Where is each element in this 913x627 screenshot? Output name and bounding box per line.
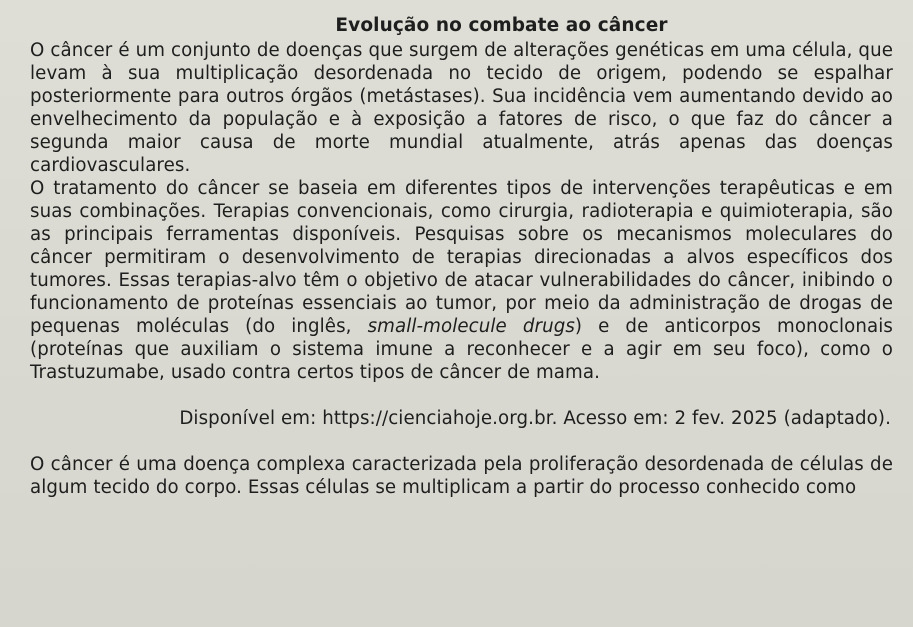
paragraph-2 (30, 177, 893, 384)
paragraph-2-italic-term: small-molecule drugs (367, 316, 575, 337)
paragraph-1: O câncer é um conjunto de doenças que surgem de alterações genéticas em uma célula, que levam à sua multiplicação desordenada no tecido de origem, podendo se espalhar posteriormente para outros órgãos (metástases). Sua incidência vem aumentando devido ao envelhecimento da população e à exposição a fatores de risco, o que faz do câncer a segunda maior causa de morte mundial atualmente, atrás apenas das doenças cardiovasculares. (30, 40, 893, 176)
paragraph-2-text-b: ) e de anticorpos monoclonais (proteínas que auxiliam o sistema imune a reconhecer e a agir em seu foco), como o Trastuzumabe, usado contra certos tipos de câncer de mama. (30, 316, 893, 383)
source-citation: Disponível em: https://cienciahoje.org.br. Acesso em: 2 fev. 2025 (adaptado). (179, 408, 891, 429)
document-title: Evolução no combate ao câncer (335, 15, 668, 36)
paragraph-2-text-a: O tratamento do câncer se baseia em diferentes tipos de intervenções terapêuticas e em suas combinações. Terapias convencionais, como cirurgia, radioterapia e quimioterapia, são as principais ferramentas disponíveis. Pesquisas sobre os mecanismos moleculares do câncer permitiram o desenvolvimento de terapias direcionadas a alvos específicos dos tumores. Essas terapias-alvo têm o objetivo de atacar vulnerabilidades do câncer, inibindo o funcionamento de proteínas essenciais ao tumor, por meio da administração de drogas de pequenas moléculas (do inglês, (30, 178, 893, 337)
question-stem: O câncer é uma doença complexa caracterizada pela proliferação desordenada de células de algum tecido do corpo. Essas células se multiplicam a partir do processo conhecido como (30, 454, 893, 498)
